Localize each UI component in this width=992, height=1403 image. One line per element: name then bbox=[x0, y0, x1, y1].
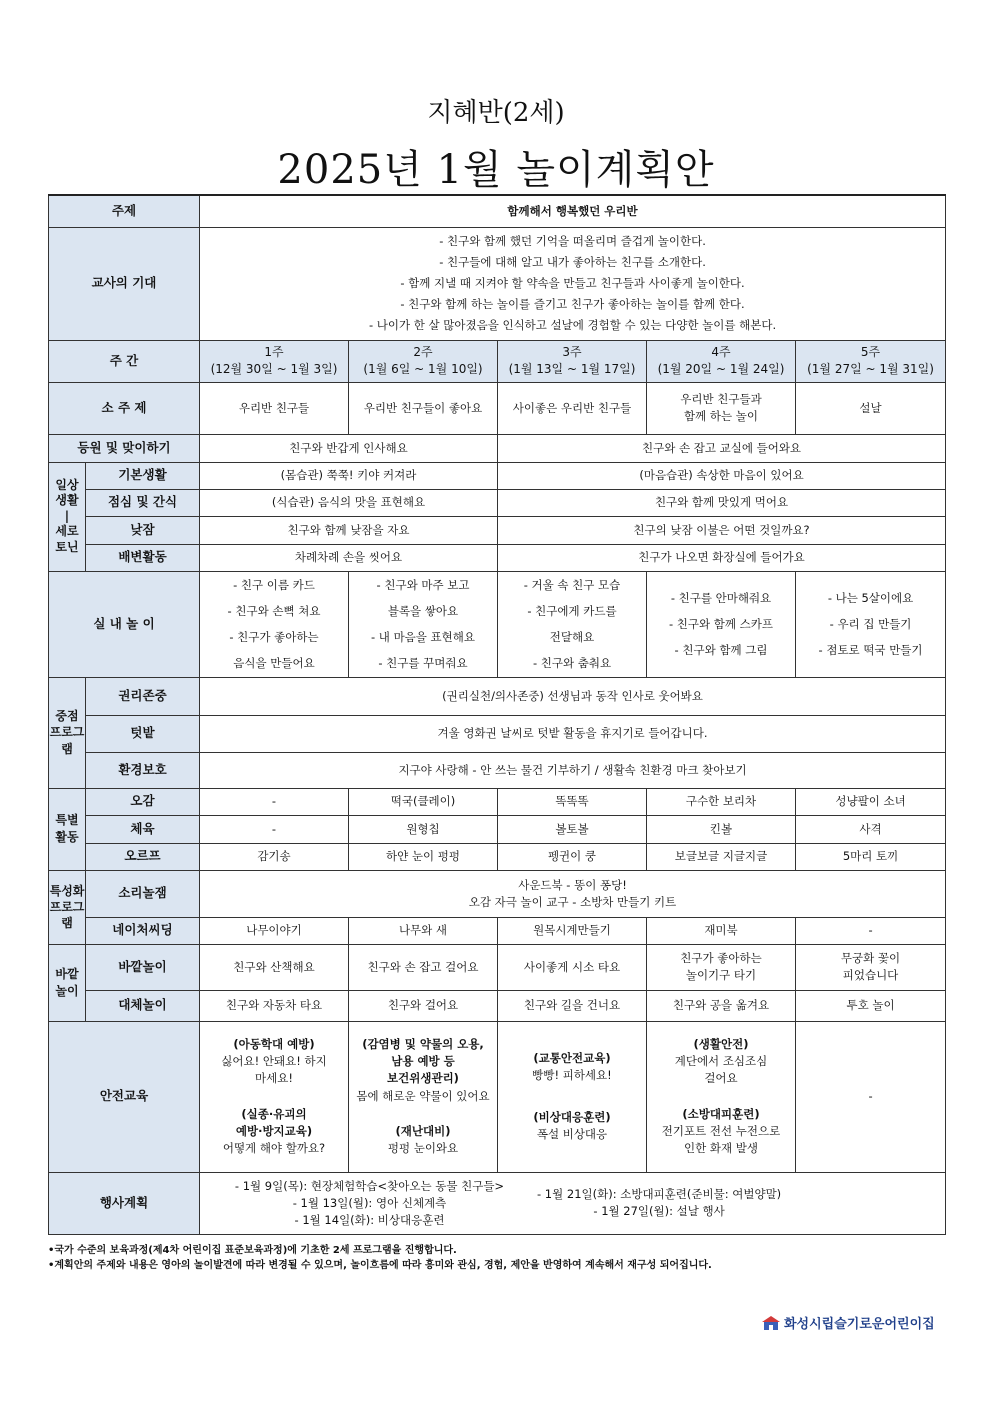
week-range: (1월 27일 ~ 1월 31일) bbox=[807, 362, 934, 376]
nature-5: - bbox=[796, 917, 946, 944]
safety-week-2 bbox=[349, 1021, 498, 1172]
indoor-item: - 거울 속 친구 모습 bbox=[523, 578, 621, 592]
lunch-row bbox=[49, 489, 946, 516]
orff-3: 펭귄이 쿵 bbox=[498, 843, 647, 870]
altplay-4: 친구와 공을 옮겨요 bbox=[647, 990, 796, 1021]
sound-value bbox=[200, 870, 946, 917]
expect-item: - 함께 지낼 때 지켜야 할 약속을 만들고 친구들과 사이좋게 놀이한다. bbox=[400, 276, 745, 290]
outplay-3: 사이좋게 시소 타요 bbox=[498, 944, 647, 990]
week-4-header bbox=[647, 340, 796, 382]
indoor-item: - 친구 이름 카드 bbox=[233, 578, 315, 592]
subtheme-line: 우리반 친구들과 bbox=[680, 392, 762, 407]
week-row bbox=[49, 340, 946, 382]
week-3-header bbox=[498, 340, 647, 382]
nap-label: 낮잠 bbox=[86, 516, 200, 544]
safety-week-4 bbox=[647, 1021, 796, 1172]
indoor-item: - 우리 집 만들기 bbox=[829, 617, 912, 631]
subtheme-label: 소 주 제 bbox=[49, 382, 200, 434]
altplay-2: 친구와 걸어요 bbox=[349, 990, 498, 1021]
week-1-header bbox=[200, 340, 349, 382]
safety-text: 펑펑 눈이와요 bbox=[387, 1141, 459, 1155]
indoor-label: 실 내 놀 이 bbox=[49, 571, 200, 677]
indoor-item: - 친구와 마주 보고 bbox=[376, 578, 470, 592]
arrival-row bbox=[49, 434, 946, 462]
pe-1: - bbox=[200, 815, 349, 843]
subtheme-3: 사이좋은 우리반 친구들 bbox=[498, 382, 647, 434]
outplay-row bbox=[49, 944, 946, 990]
daycare-name: 화성시립슬기로운어린이집 bbox=[784, 1317, 935, 1332]
altplay-row bbox=[49, 990, 946, 1021]
nature-4: 재미북 bbox=[647, 917, 796, 944]
expect-row bbox=[49, 227, 946, 340]
pe-3: 볼토볼 bbox=[498, 815, 647, 843]
indoor-item: - 친구에게 카드를 bbox=[527, 604, 617, 618]
env-row bbox=[49, 752, 946, 788]
outplay-5 bbox=[796, 944, 946, 990]
daily-label: 일상 생활 | 세로 토닌 bbox=[49, 462, 86, 571]
outplay-1: 친구와 산책해요 bbox=[200, 944, 349, 990]
nature-2: 나무와 새 bbox=[349, 917, 498, 944]
rights-row bbox=[49, 677, 946, 715]
outplay-line: 피었습니다 bbox=[842, 968, 899, 982]
altplay-5: 투호 놀이 bbox=[796, 990, 946, 1021]
safety-heading: (소방대피훈련) bbox=[682, 1106, 760, 1121]
sound-line: 사운드북 - 똥이 퐁당! bbox=[518, 877, 627, 892]
expect-list bbox=[200, 227, 946, 340]
safety-heading: (교통안전교육) bbox=[533, 1051, 611, 1065]
theme-label: 주제 bbox=[49, 195, 200, 227]
safety-week-3 bbox=[498, 1021, 647, 1172]
safety-text: 전기포트 전선 누전으로 bbox=[661, 1123, 781, 1138]
footnote: •계획안의 주제와 내용은 영아의 놀이발견에 따라 변경될 수 있으며, 놀이흐름에 따라 흥미와 관심, 경험, 제안을 반영하여 계속해서 재구성 되어집니다. bbox=[48, 1260, 712, 1271]
theme-value: 함께해서 행복했던 우리반 bbox=[200, 195, 946, 227]
safety-label: 안전교육 bbox=[49, 1021, 200, 1172]
subtheme-line: 함께 하는 놀이 bbox=[684, 409, 758, 423]
week-name: 5주 bbox=[860, 344, 881, 359]
safety-row bbox=[49, 1021, 946, 1172]
safety-text: 인한 화재 발생 bbox=[684, 1141, 758, 1155]
safety-heading: (감염병 및 약물의 오용, bbox=[362, 1036, 484, 1051]
indoor-item: - 점토로 떡국 만들기 bbox=[818, 643, 923, 657]
orff-4: 보글보글 지글지글 bbox=[647, 843, 796, 870]
indoor-week-2 bbox=[349, 571, 498, 677]
class-title: 지혜반(2세) bbox=[427, 98, 565, 128]
subtheme-1: 우리반 친구들 bbox=[200, 382, 349, 434]
outdoor-label: 바깥 놀이 bbox=[49, 944, 86, 1021]
expect-item: - 나이가 한 살 많아졌음을 인식하고 설날에 경험할 수 있는 다양한 놀이를 해본다. bbox=[368, 318, 777, 332]
safety-heading: (아동학대 예방) bbox=[233, 1036, 315, 1051]
week-5-header bbox=[796, 340, 946, 382]
subtheme-2: 우리반 친구들이 좋아요 bbox=[349, 382, 498, 434]
safety-heading: (생활안전) bbox=[693, 1036, 749, 1051]
pe-5: 사격 bbox=[796, 815, 946, 843]
indoor-item: 전달해요 bbox=[549, 630, 595, 644]
pe-label: 체육 bbox=[86, 815, 200, 843]
safety-text: 계단에서 조심조심 bbox=[674, 1054, 768, 1068]
week-name: 4주 bbox=[711, 344, 731, 359]
env-label: 환경보호 bbox=[86, 752, 200, 788]
ogam-1: - bbox=[200, 788, 349, 815]
safety-text: 마세요! bbox=[255, 1071, 293, 1086]
indoor-item: - 친구가 좋아하는 bbox=[229, 630, 319, 644]
indoor-item: 블록을 쌓아요 bbox=[387, 604, 459, 618]
lunch-label: 점심 및 간식 bbox=[86, 489, 200, 516]
altplay-label: 대체놀이 bbox=[86, 990, 200, 1021]
indoor-item: - 친구와 함께 그림 bbox=[674, 643, 768, 657]
arrival-label: 등원 및 맞이하기 bbox=[49, 434, 200, 462]
event-item: - 1월 27일(월): 설날 행사 bbox=[593, 1203, 725, 1218]
ogam-4: 구수한 보리차 bbox=[647, 788, 796, 815]
env-value: 지구야 사랑해 - 안 쓰는 물건 기부하기 / 생활속 친환경 마크 찾아보기 bbox=[200, 752, 946, 788]
altplay-3: 친구와 길을 건너요 bbox=[498, 990, 647, 1021]
safety-text: 폭설 비상대응 bbox=[536, 1126, 608, 1141]
pe-4: 킨볼 bbox=[647, 815, 796, 843]
indoor-item: - 나는 5살이에요 bbox=[827, 591, 914, 605]
indoor-item: - 친구와 손뼉 쳐요 bbox=[227, 604, 321, 618]
indoor-item: - 내 마음을 표현해요 bbox=[371, 630, 475, 644]
safety-heading: 예방·방지교육) bbox=[235, 1123, 313, 1138]
lunch-b: 친구와 함께 맛있게 먹어요 bbox=[498, 489, 946, 516]
pe-row bbox=[49, 815, 946, 843]
ogam-5: 성냥팔이 소녀 bbox=[796, 788, 946, 815]
outplay-label: 바깥놀이 bbox=[86, 944, 200, 990]
indoor-item: 음식을 만들어요 bbox=[233, 656, 315, 670]
pe-2: 원형칩 bbox=[349, 815, 498, 843]
rights-label: 권리존중 bbox=[86, 677, 200, 715]
school-house-icon bbox=[761, 1315, 781, 1331]
safety-week-1 bbox=[200, 1021, 349, 1172]
outplay-line: 친구가 좋아하는 bbox=[680, 951, 762, 966]
ogam-label: 오감 bbox=[86, 788, 200, 815]
safety-text: 빵빵! 피하세요! bbox=[532, 1068, 612, 1083]
safety-heading: 보건위생관리) bbox=[387, 1071, 459, 1086]
ogam-3: 똑똑똑 bbox=[498, 788, 647, 815]
week-label: 주 간 bbox=[49, 340, 200, 382]
toilet-b: 친구가 나오면 화장실에 들어가요 bbox=[498, 544, 946, 571]
event-item: - 1월 9일(목): 현장체험학습<찾아오는 동물 친구들> bbox=[234, 1178, 505, 1193]
safety-week-5: - bbox=[796, 1021, 946, 1172]
play-plan-table bbox=[48, 194, 946, 1235]
indoor-item: - 친구와 함께 스카프 bbox=[669, 617, 773, 631]
arrival-a: 친구와 반갑게 인사해요 bbox=[200, 434, 498, 462]
ogam-row bbox=[49, 788, 946, 815]
nap-row bbox=[49, 516, 946, 544]
outplay-line: 놀이기구 타기 bbox=[685, 968, 757, 982]
lunch-a: (식습관) 음식의 맛을 표현해요 bbox=[200, 489, 498, 516]
events-row bbox=[49, 1172, 946, 1234]
expect-label: 교사의 기대 bbox=[49, 227, 200, 340]
indoor-week-3 bbox=[498, 571, 647, 677]
sound-row bbox=[49, 870, 946, 917]
nature-row bbox=[49, 917, 946, 944]
special-label: 특별 활동 bbox=[49, 788, 86, 870]
page-title: 2025년 1월 놀이계획안 bbox=[277, 147, 715, 193]
week-range: (1월 6일 ~ 1월 10일) bbox=[363, 362, 483, 376]
garden-value: 겨울 영화권 날씨로 텃밭 활동을 휴지기로 들어갑니다. bbox=[200, 715, 946, 752]
footnote: •국가 수준의 보육과정(제4차 어린이집 표준보육과정)에 기초한 2세 프로그램을 진행합니다. bbox=[48, 1245, 457, 1256]
event-item: - 1월 14일(화): 비상대응훈련 bbox=[294, 1212, 445, 1227]
nature-3: 원목시계만들기 bbox=[498, 917, 647, 944]
indoor-row bbox=[49, 571, 946, 677]
arrival-b: 친구와 손 잡고 교실에 들어와요 bbox=[498, 434, 946, 462]
orff-2: 하얀 눈이 펑펑 bbox=[349, 843, 498, 870]
indoor-week-1 bbox=[200, 571, 349, 677]
safety-text: 싫어요! 안돼요! 하지 bbox=[221, 1054, 327, 1068]
expect-item: - 친구와 함께 하는 놀이를 즐기고 친구가 좋아하는 놀이를 함께 한다. bbox=[400, 297, 745, 311]
week-range: (12월 30일 ~ 1월 3일) bbox=[210, 362, 338, 376]
subtheme-4 bbox=[647, 382, 796, 434]
outplay-4 bbox=[647, 944, 796, 990]
week-range: (1월 20일 ~ 1월 24일) bbox=[657, 362, 785, 376]
outplay-2: 친구와 손 잡고 걸어요 bbox=[349, 944, 498, 990]
event-item: - 1월 13일(월): 영아 신체계측 bbox=[292, 1195, 447, 1210]
event-item: - 1월 21일(화): 소방대피훈련(준비물: 여벌양말) bbox=[537, 1186, 782, 1201]
nature-1: 나무이야기 bbox=[200, 917, 349, 944]
safety-heading: 남용 예방 등 bbox=[391, 1054, 455, 1068]
sound-line: 오감 자극 놀이 교구 - 소방차 만들기 키트 bbox=[468, 894, 677, 909]
safety-heading: (비상대응훈련) bbox=[533, 1109, 611, 1124]
indoor-item: - 친구를 꾸며줘요 bbox=[378, 656, 468, 670]
nature-label: 네이처씨딩 bbox=[86, 917, 200, 944]
altplay-1: 친구와 자동차 타요 bbox=[200, 990, 349, 1021]
indoor-week-4 bbox=[647, 571, 796, 677]
expect-item: - 친구들에 대해 알고 내가 좋아하는 친구를 소개한다. bbox=[439, 255, 706, 269]
safety-text: 걸어요 bbox=[704, 1071, 738, 1086]
orff-1: 감기송 bbox=[200, 843, 349, 870]
events-label: 행사계획 bbox=[49, 1172, 200, 1234]
toilet-row bbox=[49, 544, 946, 571]
subtheme-5: 설날 bbox=[796, 382, 946, 434]
daycare-logo bbox=[761, 1313, 935, 1332]
nap-a: 친구와 함께 낮잠을 자요 bbox=[200, 516, 498, 544]
ogam-2: 떡국(클레이) bbox=[349, 788, 498, 815]
toilet-label: 배변활동 bbox=[86, 544, 200, 571]
basic-row bbox=[49, 462, 946, 489]
safety-text: 몸에 해로운 약물이 있어요 bbox=[356, 1088, 490, 1103]
week-name: 1주 bbox=[264, 344, 284, 359]
basic-a: (몸습관) 쭉쭉! 키야 커져라 bbox=[200, 462, 498, 489]
week-range: (1월 13일 ~ 1월 17일) bbox=[508, 362, 636, 376]
basic-label: 기본생활 bbox=[86, 462, 200, 489]
theme-row bbox=[49, 195, 946, 227]
nap-b: 친구의 낮잠 이불은 어떤 것일까요? bbox=[498, 516, 946, 544]
focus-label: 중점 프로그램 bbox=[49, 677, 86, 788]
week-2-header bbox=[349, 340, 498, 382]
expect-item: - 친구와 함께 했던 기억을 떠올리며 즐겁게 놀이한다. bbox=[439, 234, 706, 248]
indoor-week-5 bbox=[796, 571, 946, 677]
outplay-line: 무궁화 꽃이 bbox=[840, 951, 901, 966]
safety-heading: (재난대비) bbox=[395, 1123, 451, 1138]
week-name: 3주 bbox=[562, 344, 582, 359]
week-name: 2주 bbox=[413, 344, 433, 359]
rights-value: (권리실천/의사존중) 선생님과 동작 인사로 웃어봐요 bbox=[200, 677, 946, 715]
sound-label: 소리놀잼 bbox=[86, 870, 200, 917]
basic-b: (마음습관) 속상한 마음이 있어요 bbox=[498, 462, 946, 489]
subtheme-row bbox=[49, 382, 946, 434]
safety-heading: (실종·유괴의 bbox=[241, 1106, 307, 1121]
garden-label: 텃밭 bbox=[86, 715, 200, 752]
indoor-item: - 친구를 안마해줘요 bbox=[670, 591, 772, 605]
orff-5: 5마리 토끼 bbox=[796, 843, 946, 870]
toilet-a: 차례차례 손을 씻어요 bbox=[200, 544, 498, 571]
safety-text: 어떻게 해야 할까요? bbox=[222, 1141, 326, 1155]
orff-label: 오르프 bbox=[86, 843, 200, 870]
events-value bbox=[200, 1172, 946, 1234]
specialized-label: 특성화 프로그램 bbox=[49, 870, 86, 944]
orff-row bbox=[49, 843, 946, 870]
garden-row bbox=[49, 715, 946, 752]
indoor-item: - 친구와 춤춰요 bbox=[532, 656, 612, 670]
